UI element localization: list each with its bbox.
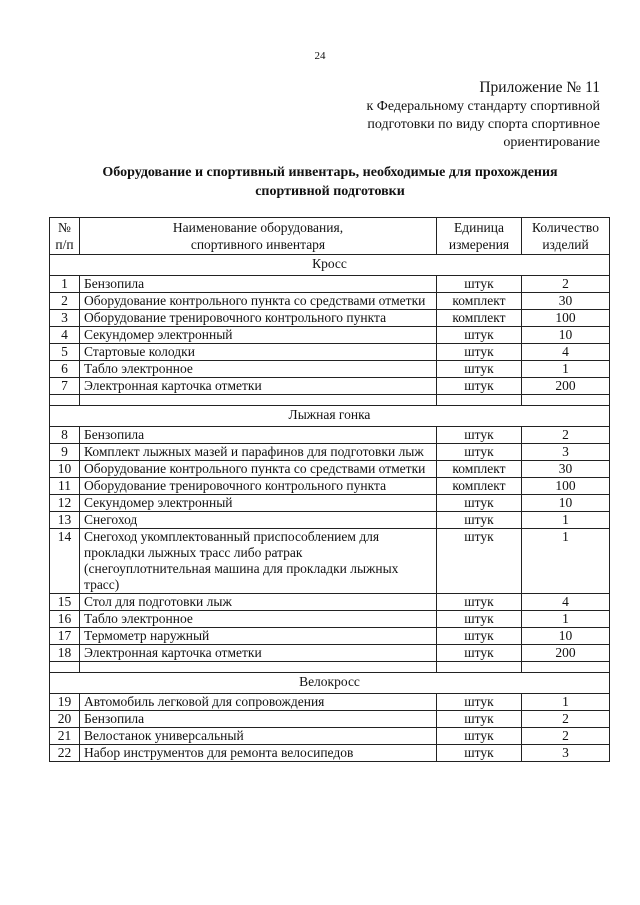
appendix-line: подготовки по виду спорта спортивное — [367, 117, 600, 132]
item-name: Оборудование контрольного пункта со средствами отметки — [80, 293, 437, 310]
row-number: 20 — [50, 711, 80, 728]
row-number: 15 — [50, 594, 80, 611]
item-quantity: 1 — [522, 361, 610, 378]
table-row — [50, 361, 610, 378]
item-quantity: 10 — [522, 495, 610, 512]
row-number: 12 — [50, 495, 80, 512]
row-number: 4 — [50, 327, 80, 344]
item-quantity: 100 — [522, 310, 610, 327]
row-number: 5 — [50, 344, 80, 361]
header-text: Количество — [532, 220, 599, 235]
item-quantity: 2 — [522, 728, 610, 745]
table-row — [50, 694, 610, 711]
item-name: Секундомер электронный — [80, 495, 437, 512]
row-number: 2 — [50, 293, 80, 310]
item-unit: штук — [437, 495, 522, 512]
title-line: спортивной подготовки — [255, 184, 405, 199]
item-quantity: 2 — [522, 711, 610, 728]
section-title: Лыжная гонка — [50, 406, 610, 427]
appendix-line: ориентирование — [503, 135, 600, 150]
table-row — [50, 611, 610, 628]
item-unit: штук — [437, 694, 522, 711]
row-number: 3 — [50, 310, 80, 327]
table-header-row — [50, 218, 610, 255]
item-quantity: 3 — [522, 745, 610, 762]
document-title — [60, 163, 600, 201]
table-row — [50, 293, 610, 310]
table-row — [50, 495, 610, 512]
item-name: Электронная карточка отметки — [80, 645, 437, 662]
section-gap — [50, 662, 610, 673]
item-unit: штук — [437, 728, 522, 745]
table-body — [50, 255, 610, 762]
header-text: Единица — [453, 220, 504, 235]
table-row — [50, 276, 610, 293]
item-unit: штук — [437, 529, 522, 594]
item-name: Бензопила — [80, 711, 437, 728]
page-number: 24 — [314, 50, 326, 62]
row-number: 10 — [50, 461, 80, 478]
item-name: Снегоход — [80, 512, 437, 529]
gap-cell — [522, 662, 610, 673]
item-name: Бензопила — [80, 427, 437, 444]
header-text: № — [58, 220, 71, 235]
table-row — [50, 645, 610, 662]
section-title: Велокросс — [50, 673, 610, 694]
section-row — [50, 255, 610, 276]
row-number: 13 — [50, 512, 80, 529]
header-unit — [437, 218, 522, 255]
item-quantity: 30 — [522, 461, 610, 478]
item-name: Табло электронное — [80, 611, 437, 628]
row-number: 7 — [50, 378, 80, 395]
row-number: 6 — [50, 361, 80, 378]
item-quantity: 4 — [522, 594, 610, 611]
equipment-table — [49, 217, 610, 762]
title-line: Оборудование и спортивный инвентарь, необходимые для прохождения — [102, 165, 558, 180]
item-quantity: 100 — [522, 478, 610, 495]
header-name — [80, 218, 437, 255]
item-name: Бензопила — [80, 276, 437, 293]
table-row — [50, 745, 610, 762]
table-row — [50, 711, 610, 728]
appendix-line: Приложение № 11 — [479, 79, 600, 96]
appendix-header — [366, 78, 600, 152]
item-name: Электронная карточка отметки — [80, 378, 437, 395]
item-name: Секундомер электронный — [80, 327, 437, 344]
item-quantity: 1 — [522, 512, 610, 529]
item-unit: штук — [437, 628, 522, 645]
table-row — [50, 310, 610, 327]
gap-cell — [437, 395, 522, 406]
table-row — [50, 427, 610, 444]
table-row — [50, 344, 610, 361]
header-text: п/п — [55, 237, 74, 252]
table-row — [50, 478, 610, 495]
item-quantity: 200 — [522, 645, 610, 662]
header-quantity — [522, 218, 610, 255]
item-quantity: 2 — [522, 427, 610, 444]
header-text: изделий — [542, 237, 589, 252]
gap-cell — [50, 662, 80, 673]
gap-cell — [80, 395, 437, 406]
item-name: Комплект лыжных мазей и парафинов для подготовки лыж — [80, 444, 437, 461]
item-unit: штук — [437, 645, 522, 662]
item-quantity: 10 — [522, 327, 610, 344]
gap-cell — [522, 395, 610, 406]
section-row — [50, 673, 610, 694]
item-unit: штук — [437, 611, 522, 628]
row-number: 14 — [50, 529, 80, 594]
section-gap — [50, 395, 610, 406]
item-unit: штук — [437, 745, 522, 762]
item-quantity: 4 — [522, 344, 610, 361]
item-quantity: 30 — [522, 293, 610, 310]
item-unit: штук — [437, 276, 522, 293]
item-name: Велостанок универсальный — [80, 728, 437, 745]
item-name: Табло электронное — [80, 361, 437, 378]
item-unit: комплект — [437, 293, 522, 310]
table-row — [50, 512, 610, 529]
item-name: Термометр наружный — [80, 628, 437, 645]
item-quantity: 200 — [522, 378, 610, 395]
row-number: 9 — [50, 444, 80, 461]
item-name: Стартовые колодки — [80, 344, 437, 361]
item-name: Снегоход укомплектованный приспособлением для прокладки лыжных трасс либо ратрак (снегоуплотнительная машина для прокладки лыжных трасс) — [80, 529, 437, 594]
table-row — [50, 444, 610, 461]
section-title: Кросс — [50, 255, 610, 276]
item-unit: штук — [437, 344, 522, 361]
item-unit: штук — [437, 444, 522, 461]
item-quantity: 1 — [522, 529, 610, 594]
table-row — [50, 378, 610, 395]
item-quantity: 1 — [522, 694, 610, 711]
item-name: Оборудование тренировочного контрольного пункта — [80, 478, 437, 495]
item-quantity: 2 — [522, 276, 610, 293]
header-number — [50, 218, 80, 255]
row-number: 16 — [50, 611, 80, 628]
header-text: Наименование оборудования, — [172, 220, 344, 235]
item-quantity: 3 — [522, 444, 610, 461]
header-text: измерения — [448, 237, 510, 252]
item-name: Автомобиль легковой для сопровождения — [80, 694, 437, 711]
row-number: 8 — [50, 427, 80, 444]
row-number: 18 — [50, 645, 80, 662]
row-number: 1 — [50, 276, 80, 293]
appendix-line: к Федеральному стандарту спортивной — [366, 99, 600, 114]
table-row — [50, 728, 610, 745]
table-row — [50, 529, 610, 594]
row-number: 21 — [50, 728, 80, 745]
item-quantity: 10 — [522, 628, 610, 645]
table-row — [50, 594, 610, 611]
item-unit: штук — [437, 361, 522, 378]
section-row — [50, 406, 610, 427]
row-number: 19 — [50, 694, 80, 711]
item-unit: комплект — [437, 310, 522, 327]
gap-cell — [80, 662, 437, 673]
table-row — [50, 327, 610, 344]
item-unit: штук — [437, 594, 522, 611]
item-unit: штук — [437, 711, 522, 728]
item-name: Оборудование контрольного пункта со средствами отметки — [80, 461, 437, 478]
row-number: 22 — [50, 745, 80, 762]
table-row — [50, 628, 610, 645]
item-unit: штук — [437, 378, 522, 395]
row-number: 11 — [50, 478, 80, 495]
row-number: 17 — [50, 628, 80, 645]
item-name: Оборудование тренировочного контрольного пункта — [80, 310, 437, 327]
gap-cell — [50, 395, 80, 406]
item-unit: комплект — [437, 478, 522, 495]
item-quantity: 1 — [522, 611, 610, 628]
item-name: Стол для подготовки лыж — [80, 594, 437, 611]
item-unit: штук — [437, 512, 522, 529]
header-text: спортивного инвентаря — [190, 237, 326, 252]
item-unit: комплект — [437, 461, 522, 478]
item-unit: штук — [437, 427, 522, 444]
table-row — [50, 461, 610, 478]
item-unit: штук — [437, 327, 522, 344]
gap-cell — [437, 662, 522, 673]
item-name: Набор инструментов для ремонта велосипедов — [80, 745, 437, 762]
